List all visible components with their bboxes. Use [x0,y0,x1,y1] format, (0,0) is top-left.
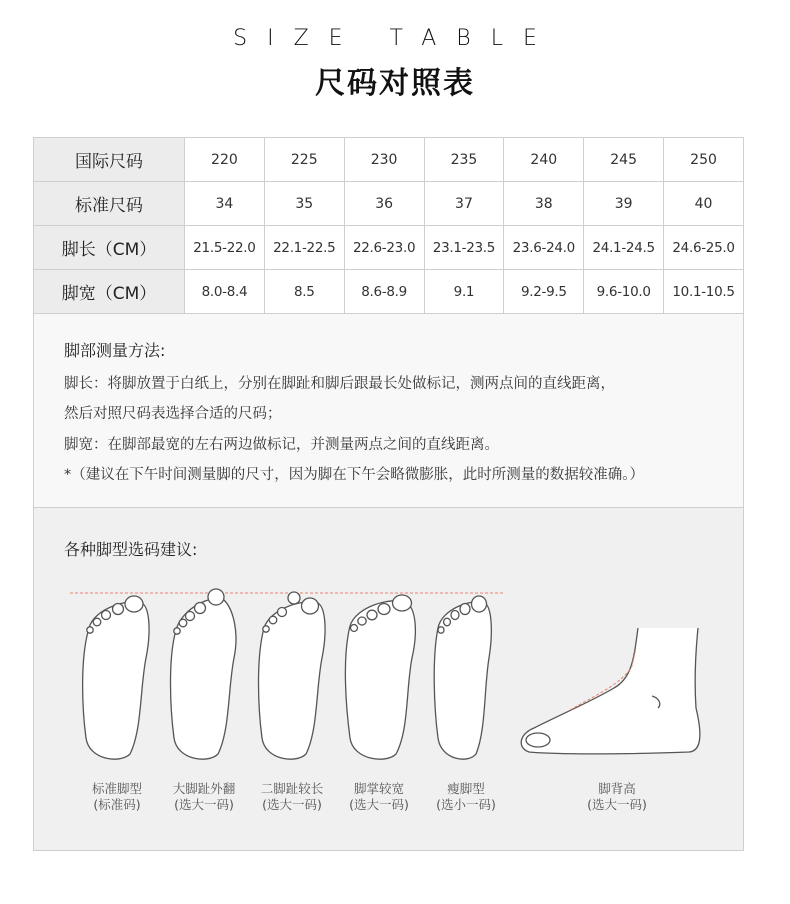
table-cell: 37 [424,182,504,226]
measurement-method-section [33,314,744,508]
table-cell: 8.5 [264,270,344,314]
foot-label-long-second-toe [242,781,342,813]
table-cell: 225 [264,138,344,182]
method-line: 脚宽：在脚部最宽的左右两边做标记，并测量两点之间的直线距离。 [64,437,499,453]
foot-type-advice: (选小一码) [436,797,496,812]
foot-type-advice: (选大一码) [174,797,234,812]
size-table [33,137,744,314]
table-cell: 24.6-25.0 [664,226,744,270]
standard-foot-icon [83,596,149,759]
table-cell: 250 [664,138,744,182]
title-chinese: 尺码对照表 [315,66,475,101]
table-cell: 23.1-23.5 [424,226,504,270]
foot-type-name: 脚掌较宽 [353,781,404,796]
table-cell: 39 [584,182,664,226]
table-cell: 8.0-8.4 [185,270,265,314]
table-cell: 235 [424,138,504,182]
table-cell: 245 [584,138,664,182]
table-cell: 10.1-10.5 [664,270,744,314]
table-cell: 9.6-10.0 [584,270,664,314]
foot-label-wide [329,781,429,813]
table-cell: 22.1-22.5 [264,226,344,270]
table-cell: 9.1 [424,270,504,314]
bunion-foot-icon [171,589,236,759]
table-cell: 21.5-22.0 [185,226,265,270]
foot-type-name: 二脚趾较长 [260,781,324,796]
foot-type-name: 标准脚型 [91,781,142,796]
foot-label-standard [67,781,167,813]
table-cell: 240 [504,138,584,182]
table-cell: 36 [344,182,424,226]
method-title: 脚部测量方法: [64,341,166,360]
foot-type-advice: (标准码) [93,797,141,812]
foot-label-high-instep [567,781,667,813]
long-second-toe-foot-icon [259,592,326,759]
foot-type-advice: (选大一码) [349,797,409,812]
table-cell: 220 [185,138,265,182]
table-cell: 40 [664,182,744,226]
foot-type-title: 各种脚型选码建议: [64,540,198,559]
table-cell: 35 [264,182,344,226]
title-english: SIZE TABLE [233,26,557,51]
row-header: 标准尺码 [34,182,185,226]
table-cell: 24.1-24.5 [584,226,664,270]
table-cell: 38 [504,182,584,226]
table-row [34,270,744,314]
foot-type-advice: (选大一码) [262,797,322,812]
row-header: 脚宽（CM） [34,270,185,314]
row-header: 脚长（CM） [34,226,185,270]
slim-foot-icon [434,596,491,759]
wide-foot-icon [345,595,415,759]
foot-type-name: 瘦脚型 [447,781,485,796]
high-instep-foot-icon [521,628,700,754]
table-row [34,182,744,226]
foot-type-name: 大脚趾外翻 [172,781,236,796]
foot-label-bunion [154,781,254,813]
foot-type-advice: (选大一码) [587,797,647,812]
table-row [34,226,744,270]
method-line: 脚长：将脚放置于白纸上，分别在脚趾和脚后跟最长处做标记，测两点间的直线距离， [64,376,615,392]
foot-type-section [33,508,744,851]
table-cell: 230 [344,138,424,182]
table-cell: 9.2-9.5 [504,270,584,314]
method-note: *（建议在下午时间测量脚的尺寸，因为脚在下午会略微膨胀，此时所测量的数据较准确。） [64,467,644,483]
foot-type-name: 脚背高 [598,781,636,796]
method-line: 然后对照尺码表选择合适的尺码； [64,406,282,422]
table-cell: 22.6-23.0 [344,226,424,270]
foot-label-slim [416,781,516,813]
table-cell: 34 [185,182,265,226]
table-cell: 23.6-24.0 [504,226,584,270]
table-cell: 8.6-8.9 [344,270,424,314]
row-header: 国际尺码 [34,138,185,182]
table-row [34,138,744,182]
